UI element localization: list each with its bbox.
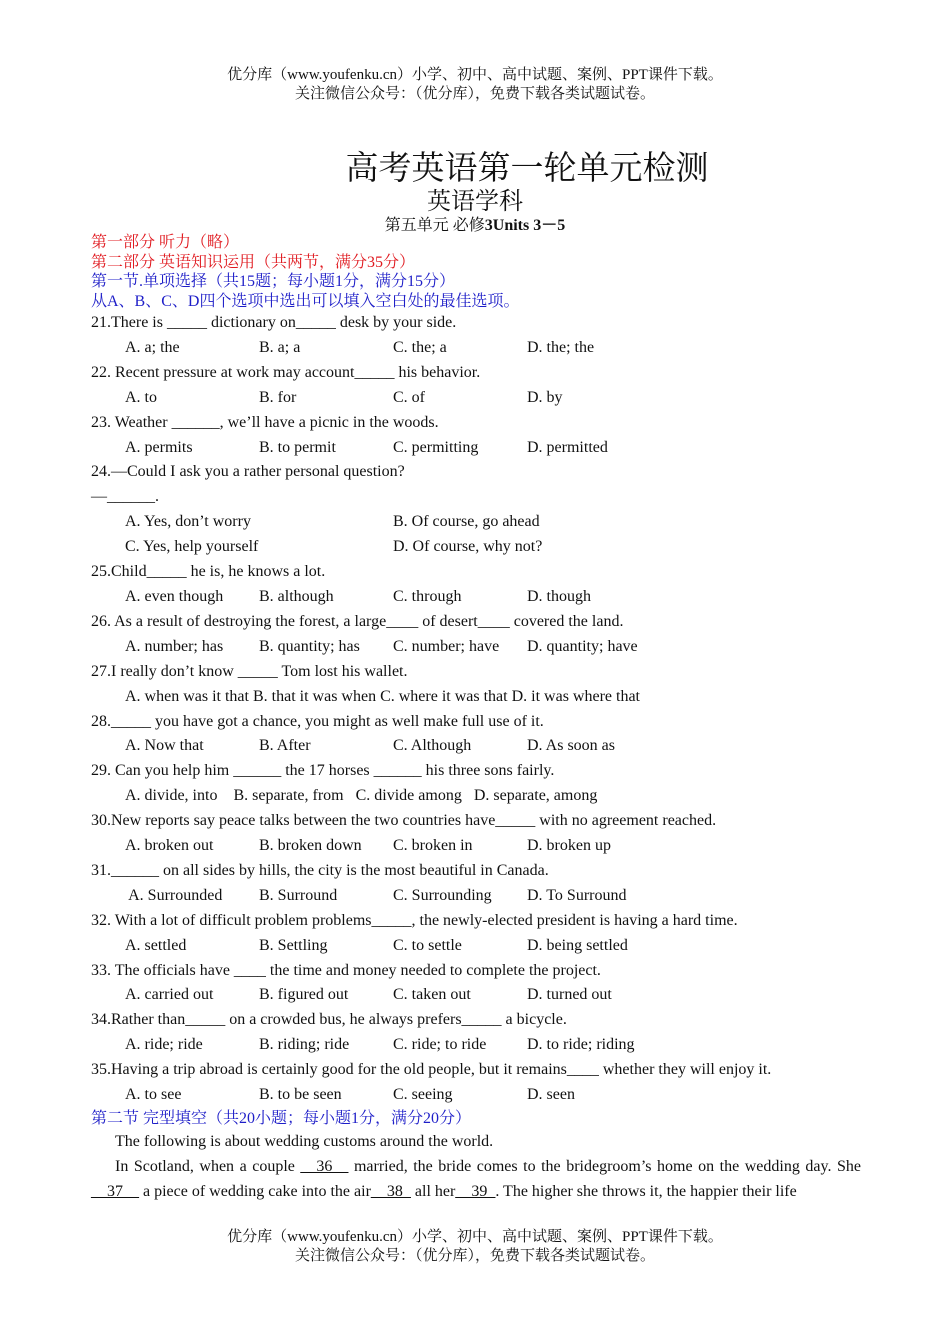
question-29: 29. Can you help him ______ the 17 horses ______ his three sons fairly. xyxy=(91,762,555,780)
question-32: 32. With a lot of difficult problem problems_____, the newly-elected president is having a hard time. xyxy=(91,911,738,929)
options-25 xyxy=(91,585,861,610)
blank-36: __36__ xyxy=(300,1157,349,1175)
cloze-text-a: In Scotland, when a couple xyxy=(115,1157,301,1175)
options-30 xyxy=(91,834,861,859)
options-21 xyxy=(91,336,861,361)
options-24-row1 xyxy=(91,510,861,535)
question-22: 22. Recent pressure at work may account_____ his behavior. xyxy=(91,363,481,381)
section2-heading: 第二节 完型填空（共20小题；每小题1分，满分20分） xyxy=(91,1110,472,1127)
blank-38: __38_ xyxy=(370,1182,411,1200)
part1-heading: 第一部分 听力（略） xyxy=(91,234,240,251)
option-b: B. for xyxy=(259,388,297,406)
options-22 xyxy=(91,386,861,411)
option-c: C. Although xyxy=(393,737,472,755)
option-c: C. of xyxy=(393,388,425,406)
option-b: B. to permit xyxy=(259,438,336,456)
option-d: D. turned out xyxy=(527,986,612,1004)
option-a: A. permits xyxy=(125,438,193,456)
option-c: C. permitting xyxy=(393,438,479,456)
option-b: B. riding; ride xyxy=(259,1036,350,1054)
footer-line-2: 关注微信公众号：（优分库），免费下载各类试题试卷。 xyxy=(294,1248,655,1264)
option-b: B. figured out xyxy=(259,986,349,1004)
exam-subject: 英语学科 xyxy=(427,189,523,215)
option-d: D. seen xyxy=(527,1086,575,1104)
option-a: A. broken out xyxy=(125,837,214,855)
options-24-row2 xyxy=(91,535,861,560)
option-a: A. to see xyxy=(125,1086,182,1104)
options-28 xyxy=(91,734,861,759)
options-32 xyxy=(91,934,861,959)
option-a: A. Yes, don’t worry xyxy=(125,513,251,531)
question-33: 33. The officials have ____ the time and money needed to complete the project. xyxy=(91,961,601,979)
part2-heading: 第二部分 英语知识运用（共两节，满分35分） xyxy=(91,253,416,271)
option-b: B. Surround xyxy=(259,886,338,904)
option-c: C. taken out xyxy=(393,986,471,1004)
option-a: A. carried out xyxy=(125,986,214,1004)
footer-line-1: 优分库（www.youfenku.cn）小学、初中、高中试题、案例、PPT课件下载。 xyxy=(227,1229,723,1245)
option-c: C. seeing xyxy=(393,1086,453,1104)
option-b: B. although xyxy=(259,587,334,605)
cloze-intro: The following is about wedding customs around the world. xyxy=(115,1133,494,1150)
cloze-text-d: all her xyxy=(410,1182,456,1200)
options-29-line: A. divide, into B. separate, from C. divide among D. separate, among xyxy=(125,787,598,805)
options-34 xyxy=(91,1033,861,1058)
option-d: D. though xyxy=(527,587,591,605)
unit-en: 3Units 3－5 xyxy=(484,217,566,234)
question-30: 30.New reports say peace talks between the two countries have_____ with no agreement reached. xyxy=(91,812,717,830)
option-b: B. Settling xyxy=(259,936,328,954)
option-c: C. broken in xyxy=(393,837,473,855)
header-line-2: 关注微信公众号：（优分库），免费下载各类试题试卷。 xyxy=(294,86,655,102)
option-c: C. the; a xyxy=(393,338,447,356)
option-d: D. to ride; riding xyxy=(527,1036,635,1054)
option-c: C. ride; to ride xyxy=(393,1036,487,1054)
option-d: D. permitted xyxy=(527,438,608,456)
question-26: 26. As a result of destroying the forest, a large____ of desert____ covered the land. xyxy=(91,612,624,630)
question-24-reply: —______. xyxy=(91,488,159,506)
section1-heading: 第一节.单项选择（共15题；每小题1分，满分15分） xyxy=(91,273,456,290)
exam-content xyxy=(91,233,861,1205)
options-31 xyxy=(91,884,861,909)
question-27: 27.I really don’t know _____ Tom lost his wallet. xyxy=(91,662,408,680)
question-23: 23. Weather ______, we’ll have a picnic in the woods. xyxy=(91,413,439,431)
cloze-text-c: a piece of wedding cake into the air xyxy=(139,1182,371,1200)
option-a: A. Now that xyxy=(125,737,204,755)
option-c: C. number; have xyxy=(393,637,500,655)
header-line-1: 优分库（www.youfenku.cn）小学、初中、高中试题、案例、PPT课件下载。 xyxy=(227,67,723,83)
option-d: D. broken up xyxy=(527,837,611,855)
cloze-text-e: . The higher she throws it, the happier their life xyxy=(495,1182,797,1200)
question-21: 21.There is _____ dictionary on_____ desk by your side. xyxy=(91,314,457,331)
cloze-paragraph xyxy=(91,1155,861,1205)
option-a: A. number; has xyxy=(125,637,224,655)
question-35: 35.Having a trip abroad is certainly good for the old people, but it remains____ whether they will enjoy it. xyxy=(91,1061,772,1079)
option-a: A. settled xyxy=(125,936,187,954)
cloze-text-b: married, the bride comes to the bridegroom’s home on the wedding day. She xyxy=(348,1157,861,1175)
options-35 xyxy=(91,1083,861,1108)
option-b: B. to be seen xyxy=(259,1086,342,1104)
question-25: 25.Child_____ he is, he knows a lot. xyxy=(91,563,326,581)
options-23 xyxy=(91,436,861,461)
option-a: A. a; the xyxy=(125,338,180,356)
option-c: C. Surrounding xyxy=(393,886,492,904)
question-34: 34.Rather than_____ on a crowded bus, he always prefers_____ a bicycle. xyxy=(91,1011,567,1029)
options-29 xyxy=(91,784,861,809)
question-31: 31.______ on all sides by hills, the city is the most beautiful in Canada. xyxy=(91,861,549,879)
option-a: A. Surrounded xyxy=(125,886,223,904)
unit-cn: 第五单元 必修 xyxy=(384,217,485,234)
section1-instructions: 从A、B、C、D四个选项中选出可以填入空白处的最佳选项。 xyxy=(91,292,520,310)
option-c: C. through xyxy=(393,587,462,605)
question-28: 28._____ you have got a chance, you might as well make full use of it. xyxy=(91,712,544,730)
option-a: A. to xyxy=(125,388,157,406)
option-b: B. Of course, go ahead xyxy=(393,513,540,531)
option-b: B. After xyxy=(259,737,311,755)
option-d: D. To Surround xyxy=(527,886,627,904)
option-d: D. by xyxy=(527,388,563,406)
options-27 xyxy=(91,685,861,710)
option-d: D. the; the xyxy=(527,338,595,356)
option-c: C. Yes, help yourself xyxy=(125,538,259,556)
option-a: A. ride; ride xyxy=(125,1036,203,1054)
option-a: A. even though xyxy=(125,587,224,605)
option-b: B. quantity; has xyxy=(259,637,360,655)
options-27-line: A. when was it that B. that it was when C. where it was that D. it was where that xyxy=(125,687,640,705)
option-d: D. being settled xyxy=(527,936,628,954)
option-d: D. Of course, why not? xyxy=(393,538,543,556)
question-24: 24.—Could I ask you a rather personal question? xyxy=(91,463,405,481)
option-b: B. broken down xyxy=(259,837,362,855)
option-b: B. a; a xyxy=(259,338,301,356)
options-26 xyxy=(91,635,861,660)
option-d: D. quantity; have xyxy=(527,637,638,655)
exam-title: 高考英语第一轮单元检测 xyxy=(345,151,709,187)
option-d: D. As soon as xyxy=(527,737,616,755)
options-33 xyxy=(91,983,861,1008)
blank-39: __39_ xyxy=(455,1182,496,1200)
option-c: C. to settle xyxy=(393,936,462,954)
blank-37: __37__ xyxy=(91,1182,139,1200)
